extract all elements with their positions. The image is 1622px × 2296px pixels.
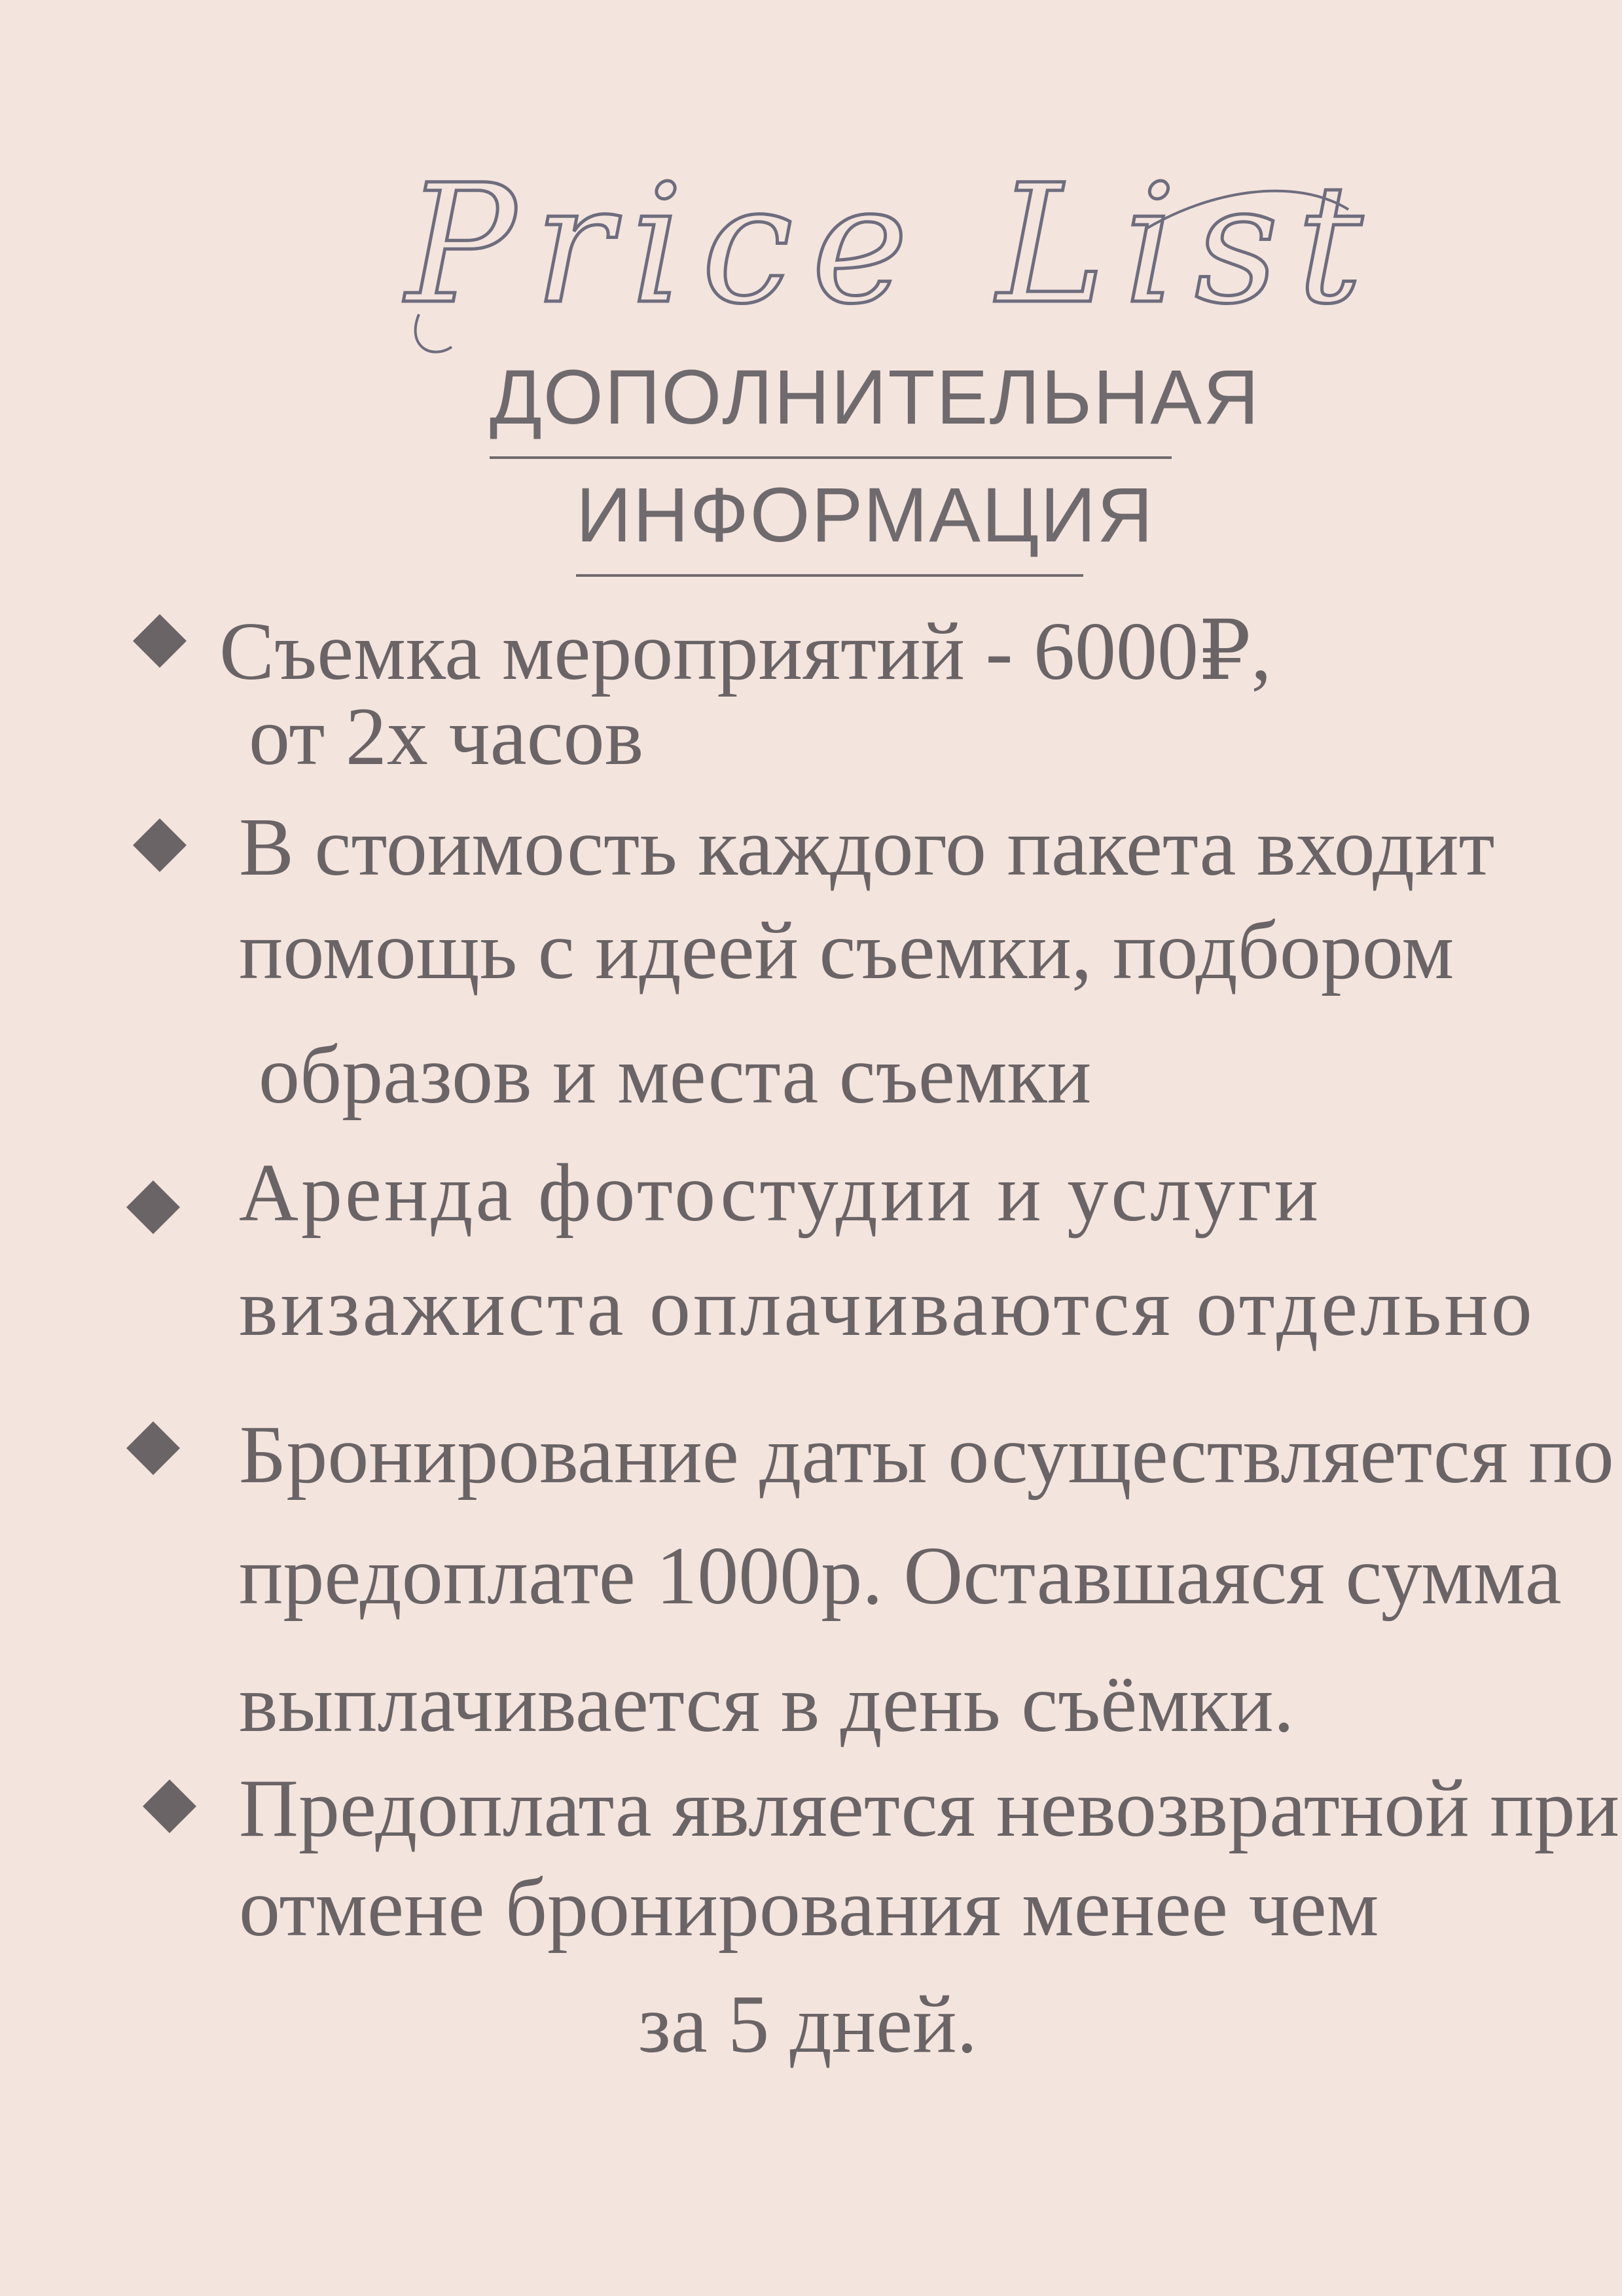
item-5-line-3: за 5 дней. [638, 1979, 978, 2070]
item-2-line-1: В стоимость каждого пакета входит [239, 802, 1495, 893]
item-2-line-3: образов и места съемки [259, 1030, 1092, 1121]
item-1-line-1: Съемка мероприятий - 6000₽, [219, 606, 1272, 697]
item-1-line-2: от 2х часов [249, 691, 644, 782]
title-text: Price List [406, 149, 1381, 340]
subtitle-line-1: ДОПОЛНИТЕЛЬНАЯ [490, 354, 1261, 441]
diamond-bullet-icon [133, 614, 187, 668]
item-5-line-2: отмене бронирования менее чем [239, 1863, 1379, 1954]
diamond-bullet-icon [126, 1180, 180, 1234]
page-title [393, 149, 1381, 373]
subtitle-underline-1 [490, 456, 1172, 459]
item-4-line-2: предоплате 1000р. Оставшаяся сумма [239, 1531, 1562, 1622]
diamond-bullet-icon [133, 818, 187, 872]
subtitle-line-2: ИНФОРМАЦИЯ [576, 472, 1155, 558]
subtitle-underline-2 [576, 574, 1083, 577]
item-4-line-1: Бронирование даты осуществляется по [239, 1410, 1614, 1501]
item-2-line-2: помощь с идеей съемки, подбором [239, 905, 1454, 996]
diamond-bullet-icon [143, 1779, 196, 1833]
item-5-line-1: Предоплата является невозвратной при [239, 1763, 1620, 1854]
item-3-line-1: Аренда фотостудии и услуги [239, 1148, 1322, 1239]
diamond-bullet-icon [126, 1421, 180, 1475]
item-3-line-2: визажиста оплачиваются отдельно [239, 1262, 1535, 1353]
item-4-line-3: выплачивается в день съёмки. [239, 1658, 1295, 1749]
price-list-script-title [393, 149, 1381, 373]
